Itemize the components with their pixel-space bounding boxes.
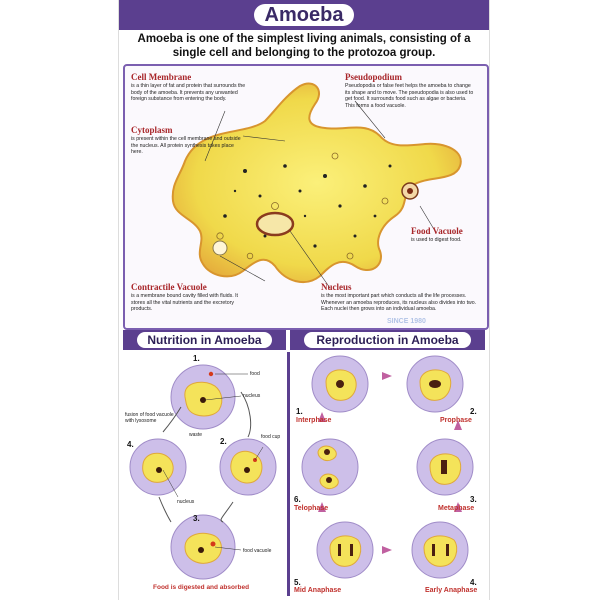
stage-interphase: Interphase	[296, 417, 332, 424]
stage-early-anaphase: Early Anaphase	[425, 587, 478, 594]
reproduction-diagram	[290, 352, 485, 596]
stage-6-number: 6.	[294, 495, 301, 504]
title-pill	[254, 4, 354, 26]
page-title: Amoeba	[264, 3, 344, 26]
stage-3-number: 3.	[470, 495, 477, 504]
stage-1-number: 1.	[296, 407, 303, 416]
nutrition-title-pill	[137, 332, 272, 348]
nutrition-section	[123, 352, 286, 596]
stage-2-number: 2.	[470, 407, 477, 416]
nutrition-label-nucleus-2: nucleus	[177, 499, 195, 505]
stage-telophase: Telophase	[294, 505, 329, 512]
poster	[118, 0, 490, 600]
stage-prophase: Prophase	[440, 417, 472, 424]
nutrition-band	[123, 330, 286, 350]
nutrition-step-4: 4.	[127, 440, 134, 449]
nutrition-label-food-cup: food cup	[261, 434, 281, 440]
nucleus-heading: Nucleus	[321, 282, 352, 292]
nutrition-label-fusion: fusion of food vacuole with lysosome	[125, 412, 174, 424]
nutrition-label-food-vacuole: food vacuole	[243, 548, 272, 554]
stage-4-number: 4.	[470, 578, 477, 587]
pseudopodium-text: Pseudopodia or false feet helps the amoeba to change its shape and to move. The pseudopodia is also used to get food. It surrounds food such as algae or bacteria. This forms a food vacuole.	[345, 83, 474, 109]
nutrition-step-3: 3.	[193, 514, 200, 523]
nutrition-label-nucleus: nucleus	[243, 393, 261, 399]
nutrition-diagram	[123, 352, 286, 596]
nutrition-caption: Food is digested and absorbed	[153, 584, 250, 591]
nucleus-text: is the most important part which conducts all the life processes. Whenever an amoeba reproduces, its nucleus also divides into two. Each nuclei then grows into an individual amoeba.	[321, 293, 477, 312]
contractile-vacuole-shape	[213, 241, 227, 255]
stage-mid-anaphase: Mid Anaphase	[294, 587, 342, 594]
stage-metaphase: Metaphase	[438, 505, 475, 512]
watermark-since: SINCE 1980	[387, 318, 426, 325]
intro-text: Amoeba is one of the simplest living animals, consisting of a single cell and belonging to the protozoa group.	[137, 33, 471, 59]
food-vacuole-heading: Food Vacuole	[411, 226, 463, 236]
stage-5-number: 5.	[294, 578, 301, 587]
nutrition-label-waste: waste	[189, 432, 203, 438]
contractile-vacuole-heading: Contractile Vacuole	[131, 282, 207, 292]
nutrition-label-food: food	[250, 371, 260, 377]
cytoplasm-heading: Cytoplasm	[131, 125, 173, 135]
title-bar	[119, 0, 489, 30]
food-vacuole-text: is used to digest food.	[411, 237, 462, 243]
cell-membrane-text: is a thin layer of fat and protein that surrounds the body of the amoeba. It prevents any unwanted foreign substance from entering the body.	[131, 83, 246, 102]
cell-membrane-heading: Cell Membrane	[131, 72, 192, 82]
reproduction-band	[290, 330, 485, 350]
cytoplasm-text: is present within the cell membrane and outside the nucleus. All protein synthesis takes place here.	[131, 136, 241, 155]
reproduction-section	[290, 352, 485, 596]
nutrition-step-2: 2.	[220, 437, 227, 446]
nucleus-shape	[257, 213, 293, 235]
reproduction-title-pill	[304, 332, 471, 348]
anatomy-panel	[123, 64, 489, 330]
contractile-vacuole-text: is a membrane bound cavity filled with fluids. It stores all the vital nutrients and the excretory products.	[131, 293, 238, 312]
reproduction-title: Reproduction in Amoeba	[316, 333, 459, 347]
nutrition-step-1: 1.	[193, 354, 200, 363]
pseudopodium-heading: Pseudopodium	[345, 72, 403, 82]
nutrition-title: Nutrition in Amoeba	[147, 333, 262, 347]
